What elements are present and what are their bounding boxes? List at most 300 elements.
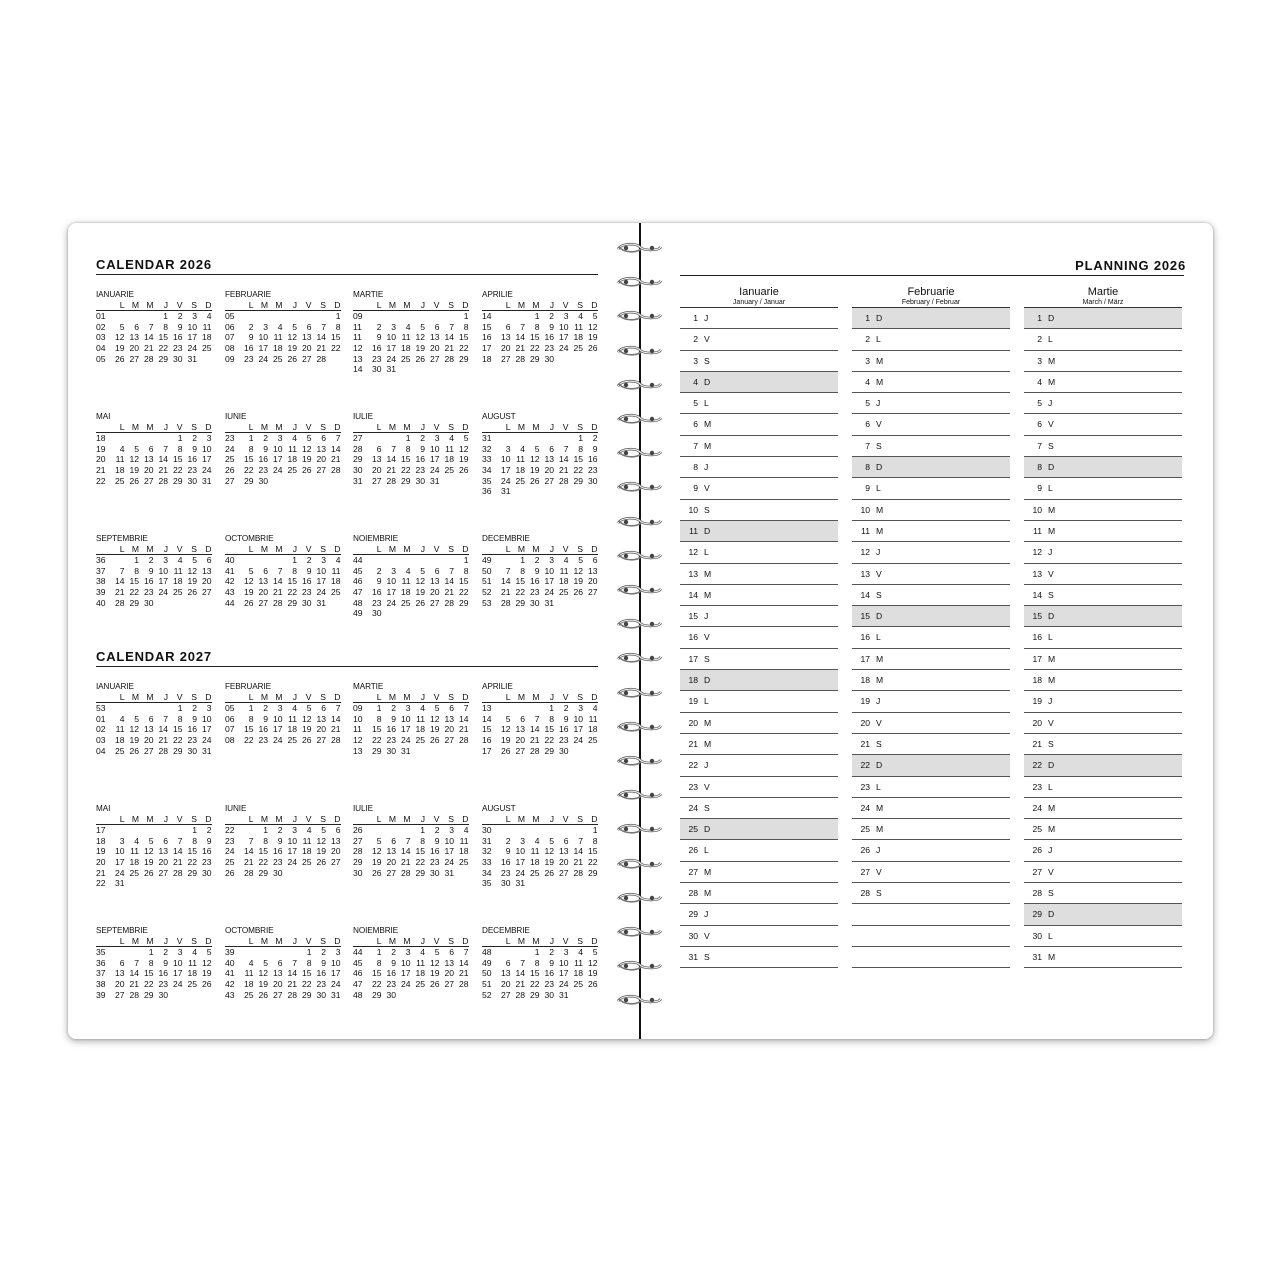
day-cell	[125, 703, 140, 714]
day-cell	[569, 746, 584, 757]
day-cell: 27	[316, 465, 326, 476]
day-cell: 31	[114, 878, 125, 889]
month-name: FEBRUARIE	[225, 290, 271, 299]
weekday-letter: J	[1048, 696, 1053, 707]
weekday-label: J	[163, 814, 168, 824]
week-row	[353, 947, 469, 958]
day-cell: 10	[201, 713, 212, 724]
day-cell: 10	[558, 957, 569, 968]
day-cell: 6	[306, 321, 312, 332]
day-cell: 19	[429, 724, 440, 735]
day-cell: 7	[505, 565, 511, 576]
week-row	[225, 332, 341, 343]
week-row	[225, 846, 341, 857]
planning-day-row	[852, 840, 1010, 861]
day-cell: 31	[515, 878, 525, 889]
day-cell: 14	[386, 454, 396, 465]
planning-day-row	[680, 457, 838, 478]
week-row	[482, 311, 598, 322]
day-cell: 25	[272, 353, 283, 364]
day-number: 27	[1032, 866, 1042, 877]
day-cell: 4	[206, 311, 212, 321]
day-cell: 22	[243, 465, 254, 476]
day-cell: 14	[243, 846, 254, 857]
day-cell: 22	[143, 979, 154, 990]
weekday-letter: M	[704, 866, 712, 877]
day-number: 20	[860, 717, 870, 728]
week-number-header	[96, 814, 110, 824]
day-cell: 14	[143, 332, 154, 343]
week-row	[96, 990, 212, 1001]
day-cell: 16	[187, 454, 197, 465]
day-cell	[411, 746, 426, 757]
weekday-header	[353, 300, 469, 311]
week-row	[225, 343, 341, 354]
weekday-label: M	[275, 936, 283, 946]
week-row	[96, 703, 212, 714]
day-cell: 26	[415, 353, 425, 364]
weekday-label: M	[532, 814, 540, 824]
planning-day-row	[680, 649, 838, 670]
weekday-letter: M	[704, 568, 712, 579]
day-cell	[183, 878, 198, 889]
weekday-label: M	[275, 692, 283, 702]
week-number: 31	[482, 835, 492, 846]
day-number: 24	[860, 802, 870, 813]
weekday-label: S	[448, 544, 454, 554]
week-number: 36	[96, 555, 106, 565]
weekday-label: M	[146, 692, 154, 702]
day-cell: 25	[529, 867, 540, 878]
day-cell: 19	[201, 968, 212, 979]
day-cell	[554, 354, 569, 365]
day-number: 30	[688, 930, 698, 941]
week-number: 49	[482, 957, 492, 968]
day-cell: 10	[158, 565, 168, 576]
week-number: 03	[96, 735, 106, 746]
day-cell: 21	[458, 724, 469, 735]
weekday-label: M	[388, 300, 396, 310]
day-cell: 31	[330, 989, 341, 1000]
day-cell: 6	[148, 713, 154, 724]
day-cell	[312, 311, 327, 322]
week-row	[96, 322, 212, 333]
day-cell: 4	[463, 825, 469, 835]
weekday-label: M	[260, 422, 268, 432]
planning-day-row	[852, 585, 1010, 606]
planning-day-row	[1024, 734, 1182, 755]
day-cell	[583, 354, 598, 365]
day-cell	[496, 825, 511, 836]
day-cell: 31	[544, 597, 554, 608]
weekday-header	[96, 814, 212, 825]
day-cell: 6	[549, 443, 554, 454]
day-cell: 20	[558, 857, 569, 868]
day-cell: 20	[129, 343, 139, 354]
week-row	[482, 454, 598, 465]
week-row	[225, 724, 341, 735]
day-cell	[297, 868, 312, 879]
day-cell: 14	[515, 968, 525, 979]
day-cell: 10	[272, 443, 283, 454]
day-cell: 12	[114, 332, 125, 343]
planning-day-row	[680, 585, 838, 606]
planning-day-row	[680, 947, 838, 968]
week-row	[482, 724, 598, 735]
week-row	[353, 857, 469, 868]
day-cell: 7	[520, 321, 525, 332]
day-cell: 13	[429, 332, 440, 343]
day-cell: 15	[330, 332, 341, 343]
day-cell: 24	[444, 857, 454, 868]
week-number: 26	[225, 465, 235, 476]
day-cell: 3	[391, 565, 396, 576]
day-cell: 4	[292, 433, 297, 443]
day-cell: 22	[330, 343, 341, 354]
week-number: 46	[353, 576, 363, 587]
day-number: 10	[688, 504, 698, 515]
week-number: 24	[225, 443, 235, 454]
day-cell: 8	[177, 713, 183, 724]
day-cell: 18	[515, 465, 525, 476]
week-number-header	[482, 814, 496, 824]
week-number: 10	[353, 713, 363, 724]
week-row	[353, 714, 469, 725]
week-number: 05	[225, 311, 235, 321]
day-cell: 21	[272, 587, 283, 598]
day-cell: 1	[463, 555, 469, 565]
day-cell: 15	[243, 724, 254, 735]
weekday-label: D	[334, 422, 341, 432]
week-number: 02	[96, 321, 106, 332]
day-cell: 21	[400, 857, 411, 868]
day-cell: 24	[272, 465, 283, 476]
week-number: 49	[353, 608, 363, 619]
day-cell	[525, 703, 540, 714]
day-cell	[297, 476, 312, 487]
day-cell: 11	[401, 576, 411, 587]
planning-day-row	[680, 351, 838, 372]
day-cell: 16	[272, 846, 283, 857]
weekday-label: V	[562, 422, 569, 432]
week-row	[225, 990, 341, 1001]
day-cell: 26	[243, 597, 254, 608]
month-name: MARTIE	[353, 290, 384, 299]
weekday-label: D	[334, 814, 341, 824]
day-cell: 30	[529, 597, 540, 608]
day-cell	[440, 364, 455, 375]
week-number: 22	[225, 825, 235, 835]
planning-day-row	[1024, 840, 1182, 861]
week-number: 44	[225, 597, 235, 608]
week-row	[96, 587, 212, 598]
day-cell: 27	[272, 989, 283, 1000]
weekday-label: M	[146, 814, 154, 824]
week-row	[353, 598, 469, 609]
week-number: 17	[482, 343, 492, 354]
planning-blank-row	[852, 947, 1010, 968]
day-cell: 9	[563, 713, 569, 724]
planning-month-subtitle: February / Februar	[852, 298, 1010, 308]
weekday-label: S	[448, 692, 454, 702]
weekday-letter: D	[704, 525, 711, 536]
week-row	[353, 846, 469, 857]
day-cell: 7	[563, 443, 569, 454]
weekday-header	[482, 814, 598, 825]
day-cell: 2	[391, 947, 396, 957]
planning-day-row	[680, 926, 838, 947]
day-cell	[540, 825, 555, 836]
week-row	[96, 836, 212, 847]
weekday-letter: V	[704, 334, 710, 345]
day-cell: 24	[114, 867, 125, 878]
day-cell: 24	[158, 587, 168, 598]
planning-day-row	[1024, 500, 1182, 521]
day-cell: 6	[277, 957, 283, 968]
day-cell: 9	[192, 443, 197, 454]
week-row	[225, 322, 341, 333]
week-number-header	[225, 300, 239, 310]
day-cell	[425, 746, 440, 757]
weekday-label: L	[119, 692, 125, 702]
weekday-label: M	[403, 300, 411, 310]
week-number: 30	[353, 465, 363, 476]
day-cell: 2	[321, 947, 326, 957]
day-cell: 8	[306, 957, 312, 968]
planning-day-row	[852, 691, 1010, 712]
weekday-label: D	[591, 544, 598, 554]
planning-day-row	[852, 457, 1010, 478]
day-cell	[454, 868, 469, 879]
weekday-letter: J	[876, 696, 881, 707]
planning-day-row	[680, 627, 838, 648]
weekday-letter: M	[876, 653, 884, 664]
day-cell: 22	[172, 465, 183, 476]
day-cell: 12	[301, 713, 312, 724]
day-cell: 21	[129, 979, 139, 990]
day-cell: 9	[505, 846, 511, 857]
day-cell: 10	[201, 443, 212, 454]
day-number: 4	[1037, 376, 1042, 387]
planning-month-subtitle: January / Januar	[680, 298, 838, 308]
day-cell: 3	[549, 555, 554, 565]
week-number: 49	[482, 555, 492, 565]
day-cell: 31	[316, 597, 326, 608]
weekday-letter: S	[1048, 440, 1054, 451]
day-number: 21	[688, 738, 698, 749]
week-row	[482, 587, 598, 598]
week-row	[353, 608, 469, 619]
day-cell: 14	[458, 957, 469, 968]
day-cell: 18	[400, 587, 411, 598]
day-cell: 19	[258, 979, 268, 990]
month-mai	[96, 804, 212, 889]
week-number: 42	[225, 576, 235, 587]
day-number: 28	[1032, 888, 1042, 899]
planning-day-row	[852, 393, 1010, 414]
day-cell	[168, 990, 183, 1001]
day-cell: 19	[587, 332, 598, 343]
day-cell: 9	[534, 565, 540, 576]
week-number: 14	[482, 311, 492, 321]
day-cell: 2	[534, 555, 540, 565]
weekday-label: D	[205, 422, 212, 432]
day-cell: 14	[458, 713, 469, 724]
day-cell: 23	[316, 979, 326, 990]
weekday-letter: J	[1048, 398, 1053, 409]
week-number: 19	[96, 443, 106, 454]
planning-day-row	[852, 713, 1010, 734]
week-row	[482, 566, 598, 577]
day-cell: 11	[416, 713, 425, 724]
weekday-label: L	[376, 544, 382, 554]
day-cell	[254, 947, 269, 958]
weekday-label: S	[448, 936, 454, 946]
day-cell: 13	[544, 454, 554, 465]
day-cell: 19	[458, 454, 469, 465]
day-cell: 6	[263, 565, 268, 576]
day-cell: 4	[534, 835, 540, 846]
day-cell	[139, 433, 154, 444]
day-cell	[583, 598, 598, 609]
day-cell	[411, 555, 426, 566]
weekday-label: L	[248, 422, 254, 432]
day-cell	[454, 364, 469, 375]
day-cell: 30	[415, 475, 425, 486]
day-cell: 21	[114, 587, 125, 598]
day-cell: 26	[114, 353, 125, 364]
day-cell	[396, 555, 411, 566]
day-cell: 23	[587, 465, 598, 476]
day-cell: 5	[420, 321, 425, 332]
day-cell: 8	[248, 443, 254, 454]
week-number: 07	[225, 332, 235, 343]
week-row	[353, 990, 469, 1001]
day-cell: 20	[258, 587, 268, 598]
planning-month-title: Martie	[1087, 286, 1119, 298]
day-cell: 10	[544, 565, 554, 576]
week-number: 27	[225, 475, 235, 486]
week-number: 25	[225, 454, 235, 465]
day-cell: 28	[500, 597, 511, 608]
weekday-label: M	[517, 936, 525, 946]
planning-month-subtitle: March / März	[1024, 298, 1182, 308]
day-cell: 7	[520, 957, 525, 968]
day-cell: 8	[163, 321, 168, 332]
day-cell: 24	[386, 353, 396, 364]
week-number: 16	[482, 735, 492, 746]
day-cell: 9	[549, 957, 554, 968]
day-cell	[268, 476, 283, 487]
weekday-header	[96, 300, 212, 311]
day-cell: 6	[434, 565, 440, 576]
day-cell: 16	[544, 332, 554, 343]
planning-day-row	[680, 713, 838, 734]
planning-month-februarie	[852, 286, 1010, 968]
month-name: MAI	[96, 804, 111, 813]
weekday-label: S	[577, 692, 583, 702]
day-cell: 29	[172, 745, 183, 756]
weekday-label: D	[591, 692, 598, 702]
week-row	[482, 343, 598, 354]
day-cell: 5	[376, 835, 382, 846]
day-cell: 7	[163, 443, 168, 454]
day-cell: 17	[114, 857, 125, 868]
weekday-header	[225, 814, 341, 825]
day-cell: 30	[371, 608, 382, 619]
day-cell: 23	[143, 587, 154, 598]
month-name: APRILIE	[482, 290, 513, 299]
week-number: 31	[353, 475, 363, 486]
weekday-letter: M	[876, 802, 884, 813]
week-number: 30	[353, 867, 363, 878]
day-cell: 17	[330, 968, 341, 979]
day-cell: 7	[277, 565, 283, 576]
planning-day-row	[1024, 883, 1182, 904]
day-cell	[496, 703, 511, 714]
weekday-letter: M	[704, 738, 712, 749]
day-cell: 10	[429, 443, 440, 454]
day-cell: 8	[248, 713, 254, 724]
week-row	[353, 587, 469, 598]
day-cell: 19	[415, 343, 425, 354]
day-cell: 24	[429, 465, 440, 476]
day-cell	[569, 598, 584, 609]
week-row	[353, 332, 469, 343]
calendar-2027-title: CALENDAR 2027	[96, 649, 212, 664]
planning-day-row	[852, 862, 1010, 883]
day-cell: 28	[272, 597, 283, 608]
weekday-label: V	[176, 544, 183, 554]
week-number: 25	[225, 857, 235, 868]
weekday-label: S	[320, 300, 326, 310]
week-number: 27	[353, 433, 363, 443]
day-cell: 22	[258, 857, 268, 868]
day-cell: 10	[114, 846, 125, 857]
day-number: 11	[1033, 525, 1042, 536]
week-number: 40	[96, 597, 106, 608]
week-number-header	[96, 936, 110, 946]
day-number: 8	[1037, 462, 1042, 473]
weekday-label: L	[505, 300, 511, 310]
day-cell: 7	[119, 565, 125, 576]
planning-day-row	[680, 691, 838, 712]
weekday-label: L	[248, 936, 254, 946]
day-cell: 21	[386, 465, 396, 476]
weekday-label: V	[305, 814, 312, 824]
day-cell: 2	[563, 703, 569, 713]
day-number: 16	[860, 632, 870, 643]
day-cell: 1	[248, 433, 254, 443]
month-februarie	[225, 682, 341, 746]
weekday-label: J	[549, 936, 554, 946]
day-cell: 11	[130, 846, 139, 857]
day-cell	[254, 311, 269, 322]
day-cell	[569, 825, 584, 836]
planning-day-row	[1024, 798, 1182, 819]
month-name: DECEMBRIE	[482, 534, 530, 543]
day-cell	[367, 311, 382, 322]
weekday-header	[353, 422, 469, 433]
day-cell: 16	[187, 724, 197, 735]
day-cell	[540, 878, 555, 889]
week-number-header	[482, 936, 496, 946]
day-cell: 10	[386, 576, 396, 587]
day-cell	[125, 311, 140, 322]
day-number: 25	[860, 824, 870, 835]
week-row	[225, 857, 341, 868]
day-cell: 24	[172, 979, 183, 990]
